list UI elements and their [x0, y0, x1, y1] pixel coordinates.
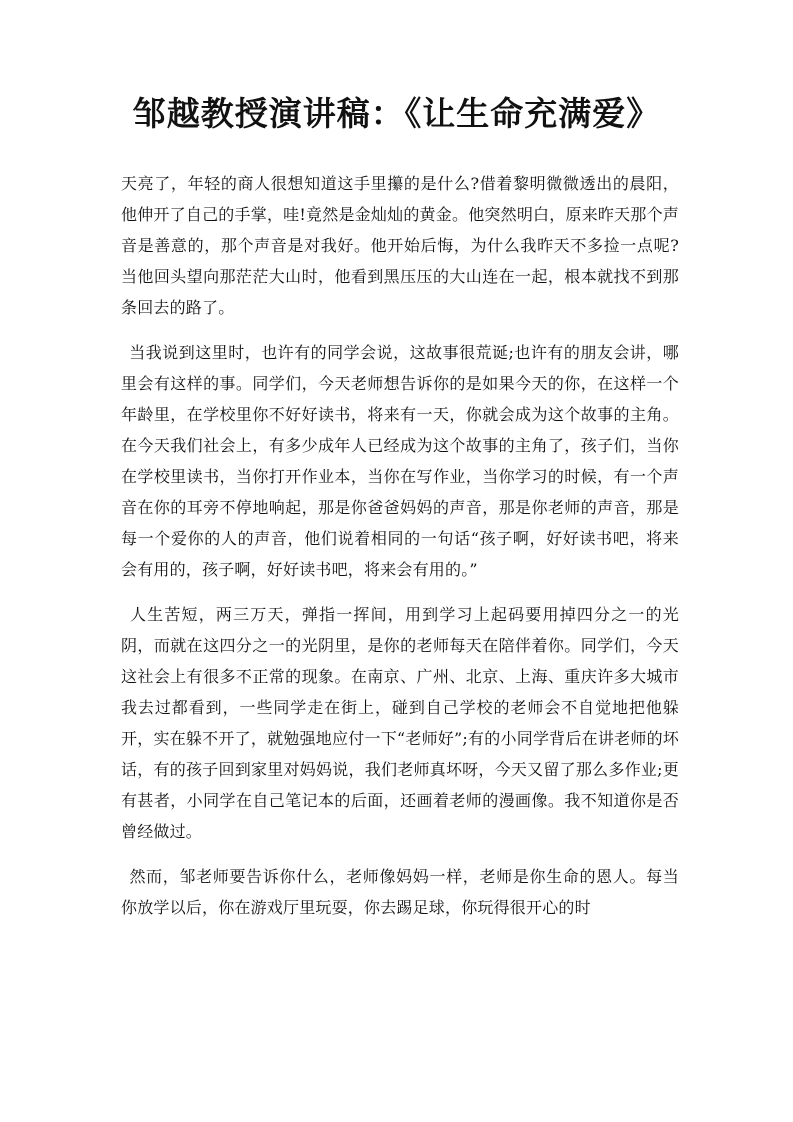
paragraph-2-text: 当我说到这里时，也许有的同学会说，这故事很荒诞;也许有的朋友会讲，哪里会有这样的事。同学们，今天老师想告诉你的是如果今天的你，在这样一个年龄里，在学校里你不好好读书，将来有一天，你就会成为这个故事的主角。在今天我们社会上，有多少成年人已经成为这个故事的主角了，孩子们，当你在学校里读书，当你打开作业本，当你在写作业，当你学习的时候，有一个声音在你的耳旁不停地响起，那是你爸爸妈妈的声音，那是你老师的声音，那是每一个爱你的人的声音，他们说着相同的一句话“孩子啊，好好读书吧，将来会有用的，孩子啊，好好读书吧，将来会有用的。” — [121, 343, 679, 579]
paragraph-1: 天亮了，年轻的商人很想知道这手里攥的是什么?借着黎明微微透出的晨阳，他伸开了自己的手掌，哇!竟然是金灿灿的黄金。他突然明白，原来昨天那个声音是善意的，那个声音是对我好。他开始后悔，为什么我昨天不多捡一点呢?当他回头望向那茫茫大山时，他看到黑压压的大山连在一起，根本就找不到那条回去的路了。 — [121, 174, 679, 317]
paragraph-2 — [121, 337, 679, 585]
paragraph-4-text: 然而，邹老师要告诉你什么，老师像妈妈一样，老师是你生命的恩人。每当你放学以后，你在游戏厅里玩耍，你去踢足球，你玩得很开心的时 — [121, 867, 679, 917]
paragraph-3 — [121, 599, 679, 847]
page-title: 邹越教授演讲稿：《让生命充满爱》 — [132, 94, 661, 133]
paragraph-4 — [121, 861, 679, 923]
document-body — [121, 168, 679, 937]
paragraph-3-text: 人生苦短，两三万天，弹指一挥间，用到学习上起码要用掉四分之一的光阴，而就在这四分之一的光阴里，是你的老师每天在陪伴着你。同学们，今天这社会上有很多不正常的现象。在南京、广州、北京、上海、重庆许多大城市我去过都看到，一些同学走在街上，碰到自己学校的老师会不自觉地把他躲开，实在躲不开了，就勉强地应付一下“老师好”;有的小同学背后在讲老师的坏话，有的孩子回到家里对妈妈说，我们老师真坏呀，今天又留了那么多作业;更有甚者，小同学在自己笔记本的后面，还画着老师的漫画像。我不知道你是否曾经做过。 — [121, 605, 679, 841]
